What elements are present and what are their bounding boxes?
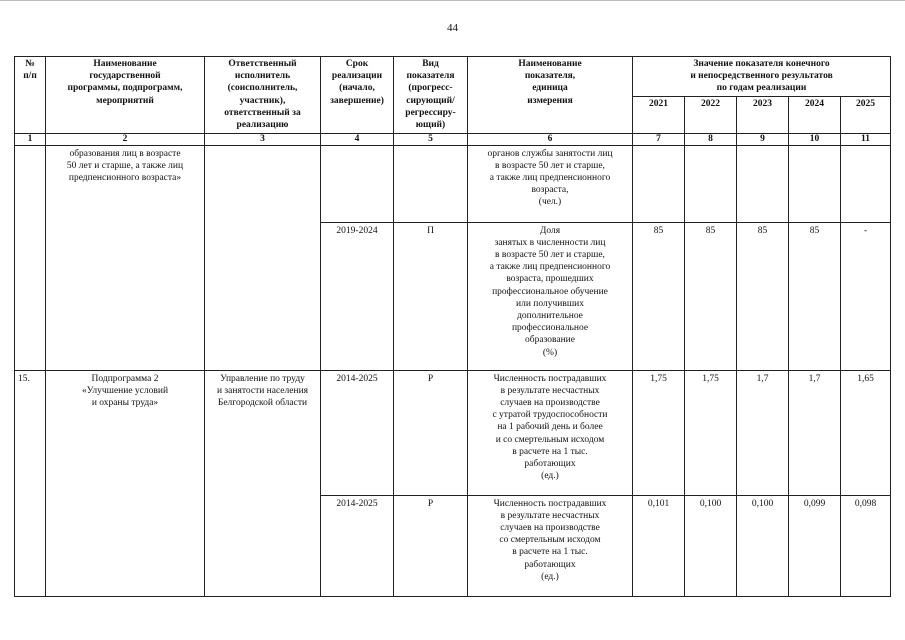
col-number: 7 bbox=[633, 133, 685, 145]
header-year: 2025 bbox=[841, 96, 891, 133]
row-indicator: Доля занятых в численности лиц в возрасте 50 лет и старше, а также лиц предпенсионного возраста, прошедших профессиональное обучение или получивших дополнительное профессиональное образование (%) bbox=[468, 222, 633, 370]
row-program: Подпрограмма 2 «Улучшение условий и охраны труда» bbox=[46, 370, 205, 596]
row-period bbox=[321, 145, 394, 222]
row-value-2022: 85 bbox=[685, 222, 737, 370]
indicators-table bbox=[14, 56, 891, 597]
row-value-2021: 85 bbox=[633, 222, 685, 370]
row-type: П bbox=[394, 222, 468, 370]
row-value-2022: 0,100 bbox=[685, 495, 737, 596]
page-top-edge bbox=[0, 0, 905, 1]
header-year: 2023 bbox=[737, 96, 789, 133]
header-num: № п/п bbox=[15, 57, 46, 134]
row-value-2021 bbox=[633, 145, 685, 222]
row-value-2024: 85 bbox=[789, 222, 841, 370]
row-value-2023: 85 bbox=[737, 222, 789, 370]
row-period: 2014-2025 bbox=[321, 370, 394, 495]
col-number: 10 bbox=[789, 133, 841, 145]
row-type bbox=[394, 145, 468, 222]
header-year: 2021 bbox=[633, 96, 685, 133]
header-type: Вид показателя (прогресс- сирующий/ регрессиру- ющий) bbox=[394, 57, 468, 134]
header-values-group: Значение показателя конечного и непосредственного результатов по годам реализации bbox=[633, 57, 891, 97]
col-number: 9 bbox=[737, 133, 789, 145]
row-value-2023: 1,7 bbox=[737, 370, 789, 495]
row-type: Р bbox=[394, 370, 468, 495]
row-executor bbox=[205, 145, 321, 370]
row-indicator: Численность пострадавших в результате несчастных случаев на производстве со смертельным исходом в расчете на 1 тыс. работающих (ед.) bbox=[468, 495, 633, 596]
row-program: образования лиц в возрасте 50 лет и старше, а также лиц предпенсионного возраста» bbox=[46, 145, 205, 370]
table-row bbox=[15, 145, 891, 222]
header-executor: Ответственный исполнитель (соисполнитель, участник), ответственный за реализацию bbox=[205, 57, 321, 134]
row-value-2021: 1,75 bbox=[633, 370, 685, 495]
col-number: 1 bbox=[15, 133, 46, 145]
col-number: 6 bbox=[468, 133, 633, 145]
row-value-2021: 0,101 bbox=[633, 495, 685, 596]
header-period: Срок реализации (начало, завершение) bbox=[321, 57, 394, 134]
row-indicator: органов службы занятости лиц в возрасте 50 лет и старше, а также лиц предпенсионного возраста, (чел.) bbox=[468, 145, 633, 222]
row-indicator: Численность пострадавших в результате несчастных случаев на производстве с утратой трудоспособности на 1 рабочий день и более и со смертельным исходом в расчете на 1 тыс. работающих (ед.) bbox=[468, 370, 633, 495]
row-value-2022 bbox=[685, 145, 737, 222]
row-period: 2014-2025 bbox=[321, 495, 394, 596]
row-value-2025: - bbox=[841, 222, 891, 370]
row-value-2024 bbox=[789, 145, 841, 222]
page-number: 44 bbox=[447, 22, 458, 34]
col-number: 3 bbox=[205, 133, 321, 145]
row-type: Р bbox=[394, 495, 468, 596]
row-value-2025: 0,098 bbox=[841, 495, 891, 596]
header-year: 2024 bbox=[789, 96, 841, 133]
row-executor: Управление по труду и занятости населения Белгородской области bbox=[205, 370, 321, 596]
header-year: 2022 bbox=[685, 96, 737, 133]
header-indicator: Наименование показателя, единица измерения bbox=[468, 57, 633, 134]
row-value-2025 bbox=[841, 145, 891, 222]
row-value-2024: 0,099 bbox=[789, 495, 841, 596]
row-period: 2019-2024 bbox=[321, 222, 394, 370]
row-value-2024: 1,7 bbox=[789, 370, 841, 495]
row-value-2022: 1,75 bbox=[685, 370, 737, 495]
col-number: 5 bbox=[394, 133, 468, 145]
row-value-2023: 0,100 bbox=[737, 495, 789, 596]
row-num: 15. bbox=[15, 370, 46, 596]
col-number: 2 bbox=[46, 133, 205, 145]
col-number: 8 bbox=[685, 133, 737, 145]
header-program: Наименование государственной программы, подпрограмм, мероприятий bbox=[46, 57, 205, 134]
row-num bbox=[15, 145, 46, 370]
row-value-2023 bbox=[737, 145, 789, 222]
table-row bbox=[15, 370, 891, 495]
col-number: 4 bbox=[321, 133, 394, 145]
row-value-2025: 1,65 bbox=[841, 370, 891, 495]
col-number: 11 bbox=[841, 133, 891, 145]
